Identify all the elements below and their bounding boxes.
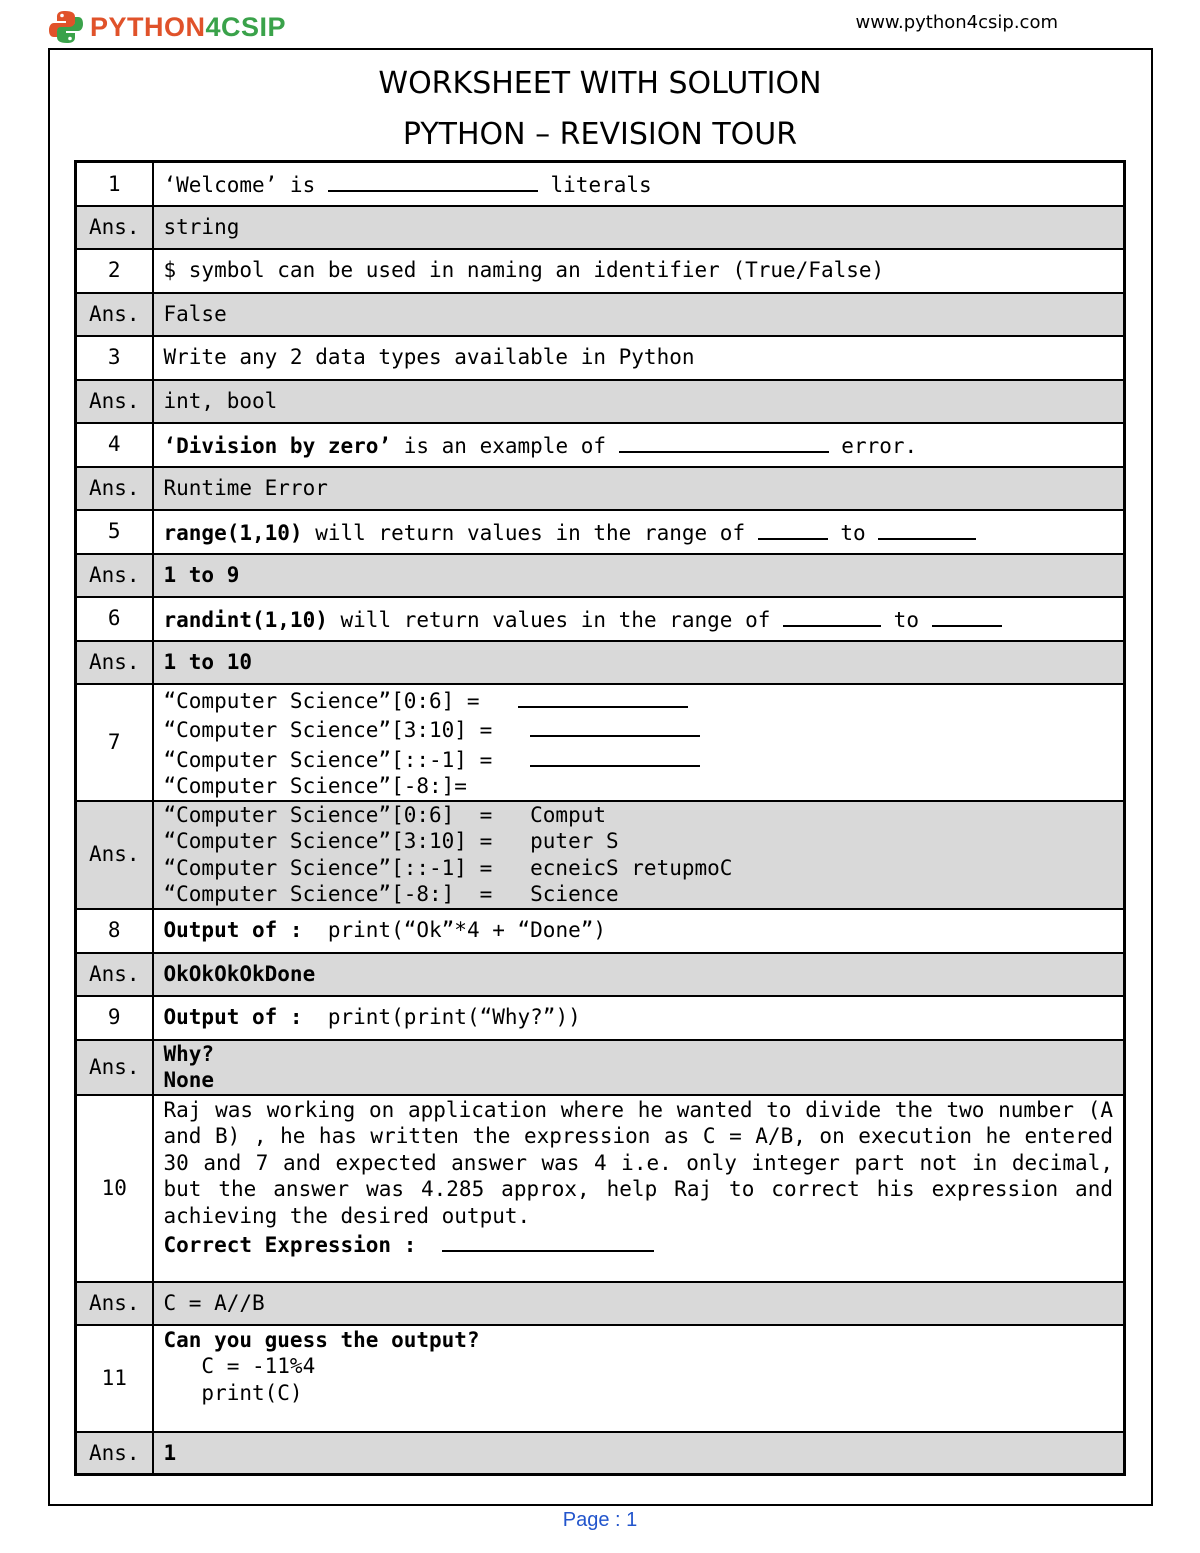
question-text-part: ‘Welcome’ is <box>163 173 328 197</box>
answer-text: False <box>153 293 1125 336</box>
code-line: C = -11%4 <box>163 1354 316 1378</box>
question-text <box>153 909 1125 953</box>
answer-label: Ans. <box>76 206 153 249</box>
answer-line: “Computer Science”[::-1] = ecneicS retupmoC <box>163 855 733 880</box>
question-row <box>76 1095 1125 1282</box>
answer-line: “Computer Science”[-8:] = Science <box>163 882 619 906</box>
python-logo-icon <box>48 9 84 45</box>
answer-blank <box>932 604 1002 627</box>
question-number: 5 <box>76 510 153 554</box>
answer-row <box>76 1282 1125 1325</box>
question-text: Write any 2 data types available in Python <box>153 336 1125 380</box>
answer-line: None <box>163 1068 215 1092</box>
question-number: 11 <box>76 1325 153 1432</box>
code-text: “Computer Science”[0:6] = <box>163 688 518 713</box>
question-row <box>76 684 1125 801</box>
question-number: 9 <box>76 996 153 1040</box>
code-text: print(“Ok”*4 + “Done”) <box>302 918 607 943</box>
answer-label: Ans. <box>76 1432 153 1475</box>
answer-text: int, bool <box>153 380 1125 423</box>
question-number: 4 <box>76 423 153 467</box>
answer-blank <box>328 169 538 192</box>
question-number: 1 <box>76 162 153 206</box>
answer-label: Ans. <box>76 801 153 909</box>
question-text-part: to <box>827 520 879 545</box>
question-row <box>76 996 1125 1040</box>
question-text <box>153 162 1125 206</box>
question-text-part: will return values in the range of <box>302 520 758 545</box>
answer-row <box>76 1040 1125 1095</box>
answer-label: Ans. <box>76 953 153 996</box>
question-row <box>76 597 1125 641</box>
answer-blank <box>758 517 828 540</box>
answer-label: Ans. <box>76 293 153 336</box>
question-row <box>76 423 1125 467</box>
answer-blank <box>619 430 829 453</box>
code-text: “Computer Science”[3:10] = <box>163 718 531 742</box>
answer-text: 1 to 10 <box>153 641 1125 684</box>
question-number: 2 <box>76 249 153 293</box>
code-line: “Computer Science”[-8:]= <box>163 774 467 798</box>
question-text <box>153 510 1125 554</box>
question-text <box>153 684 1125 801</box>
logo-text-python: PYTHON <box>90 11 206 42</box>
answer-text: 1 to 9 <box>153 554 1125 597</box>
question-keyword: randint(1,10) <box>163 607 328 632</box>
question-text-part: literals <box>537 173 652 197</box>
question-keyword: range(1,10) <box>163 520 303 545</box>
answer-label: Ans. <box>76 641 153 684</box>
answer-row <box>76 206 1125 249</box>
answer-row <box>76 467 1125 510</box>
answer-text <box>153 801 1125 909</box>
question-text <box>153 423 1125 467</box>
question-text-part: will return values in the range of <box>327 607 784 632</box>
code-line <box>164 685 1114 715</box>
question-text-part: to <box>881 607 932 632</box>
answer-row <box>76 641 1125 684</box>
question-keyword: Output of : <box>163 1005 303 1030</box>
question-number: 7 <box>76 684 153 801</box>
answer-row <box>76 1432 1125 1475</box>
answer-label: Ans. <box>76 554 153 597</box>
question-number: 6 <box>76 597 153 641</box>
logo-text <box>90 12 286 43</box>
site-url[interactable]: www.python4csip.com <box>855 12 1058 33</box>
question-number: 8 <box>76 909 153 953</box>
worksheet-title: WORKSHEET WITH SOLUTION <box>378 66 822 101</box>
code-text: print(print(“Why?”)) <box>302 1005 581 1030</box>
question-keyword: ‘Division by zero’ <box>163 433 392 458</box>
question-number: 3 <box>76 336 153 380</box>
question-row <box>76 336 1125 380</box>
answer-label: Ans. <box>76 380 153 423</box>
code-line: print(C) <box>163 1380 303 1405</box>
question-text <box>153 1095 1125 1282</box>
answer-row <box>76 554 1125 597</box>
answer-blank <box>878 517 976 540</box>
answer-label: Ans. <box>76 467 153 510</box>
code-text: “Computer Science”[::-1] = <box>163 747 531 772</box>
answer-row <box>76 953 1125 996</box>
question-row <box>76 909 1125 953</box>
page-number: Page : 1 <box>562 1509 638 1531</box>
answer-line: Why? <box>163 1041 215 1066</box>
question-row <box>76 249 1125 293</box>
answer-text: OkOkOkOkDone <box>153 953 1125 996</box>
question-row <box>76 1325 1125 1432</box>
worksheet-table <box>74 160 1126 1476</box>
logo-text-4csip: 4CSIP <box>205 11 287 42</box>
expression-prompt <box>164 1229 1114 1259</box>
answer-line: “Computer Science”[3:10] = puter S <box>163 829 619 853</box>
question-keyword: Correct Expression : <box>163 1233 417 1257</box>
question-row <box>76 510 1125 554</box>
question-number: 10 <box>76 1095 153 1282</box>
question-text: $ symbol can be used in naming an identifier (True/False) <box>153 249 1125 293</box>
question-text-part: is an example of <box>391 433 619 458</box>
answer-text <box>153 1040 1125 1095</box>
answer-text: 1 <box>153 1432 1125 1475</box>
answer-row <box>76 380 1125 423</box>
code-line <box>164 744 1114 774</box>
question-keyword: Output of : <box>163 918 303 943</box>
answer-text: string <box>153 206 1125 249</box>
question-keyword: Can you guess the output? <box>163 1327 480 1352</box>
answer-blank <box>530 714 700 737</box>
answer-blank <box>530 744 700 767</box>
question-paragraph: Raj was working on application where he wanted to divide the two number (A and B) , he has written the expression as C = A/B, on execution he entered 30 and 7 and expected answer was 4 i.e. only integer part not in decimal, but the answer was 4.285 approx, help Raj to correct his expression and achieving the desired output. <box>163 1097 1113 1228</box>
answer-blank <box>783 604 881 627</box>
answer-text: Runtime Error <box>153 467 1125 510</box>
code-line <box>164 714 1114 744</box>
question-text <box>153 1325 1125 1432</box>
answer-label: Ans. <box>76 1282 153 1325</box>
logo <box>48 7 286 47</box>
question-text <box>153 996 1125 1040</box>
question-text <box>153 597 1125 641</box>
question-text-part: error. <box>828 433 918 458</box>
answer-label: Ans. <box>76 1040 153 1095</box>
answer-line: “Computer Science”[0:6] = Comput <box>163 802 607 827</box>
answer-row <box>76 801 1125 909</box>
answer-blank <box>442 1229 654 1252</box>
answer-blank <box>518 685 688 708</box>
worksheet-subtitle: PYTHON – REVISION TOUR <box>402 117 798 152</box>
answer-row <box>76 293 1125 336</box>
answer-text: C = A//B <box>153 1282 1125 1325</box>
question-row <box>76 162 1125 206</box>
